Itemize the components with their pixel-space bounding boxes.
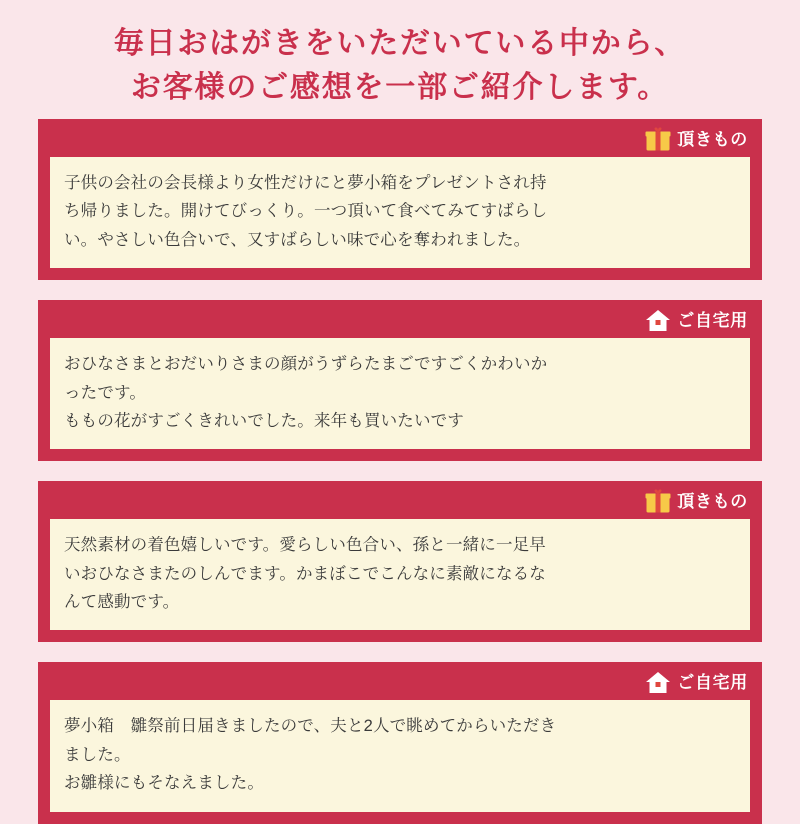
status-badge — [645, 488, 748, 514]
status-badge — [645, 307, 748, 333]
status-badge-label: 頂きもの — [677, 491, 748, 511]
page-title — [0, 0, 800, 119]
testimonial-card-header — [50, 670, 750, 700]
testimonial-text — [50, 157, 750, 268]
page-title-line-1: 毎日おはがきをいただいている中から、 — [113, 27, 687, 60]
testimonial-card — [38, 119, 762, 280]
testimonial-line: 夢小箱 雛祭前日届きましたので、夫と2人で眺めてからいただき — [64, 717, 557, 736]
testimonial-card-header — [50, 308, 750, 338]
testimonial-list — [0, 119, 800, 824]
status-badge — [645, 669, 748, 695]
testimonial-line: 子供の会社の会長様より女性だけにと夢小箱をプレゼントされ持 — [64, 174, 547, 192]
testimonial-line: おひなさまとおだいりさまの顔がうずらたまごですごくかわいか — [64, 355, 548, 374]
testimonial-line: ももの花がすごくきれいでした。来年も買いたいです — [64, 411, 464, 430]
gift-icon — [645, 126, 671, 152]
testimonial-line: んて感動です。 — [64, 593, 180, 611]
status-badge — [645, 126, 748, 152]
testimonial-line: いおひなさまたのしんでます。かまぼこでこんなに素敵になるな — [64, 564, 546, 583]
testimonial-line: 天然素材の着色嬉しいです。愛らしい色合い、孫と一緒に一足早 — [64, 536, 546, 555]
status-badge-label: ご自宅用 — [677, 672, 748, 692]
testimonial-line: い。やさしい色合いで、又すばらしい味で心を奪われました。 — [64, 230, 531, 249]
page-title-line-2: お客様のご感想を一部ご紹介します。 — [130, 70, 670, 104]
testimonial-text — [50, 338, 750, 449]
testimonial-card — [38, 662, 762, 823]
testimonial-card-header — [50, 127, 750, 157]
testimonial-card-header — [50, 489, 750, 519]
house-icon — [645, 307, 671, 333]
house-icon — [645, 669, 671, 695]
testimonial-card — [38, 300, 762, 461]
testimonial-line: ったです。 — [64, 383, 147, 402]
status-badge-label: 頂きもの — [677, 129, 748, 149]
testimonial-text — [50, 700, 750, 811]
status-badge-label: ご自宅用 — [677, 310, 748, 330]
testimonial-line: お雛様にもそなえました。 — [64, 774, 264, 793]
testimonial-text — [50, 519, 750, 630]
testimonial-line: ち帰りました。開けてびっくり。一つ頂いて食べてみてすばらし — [64, 202, 548, 221]
testimonial-card — [38, 481, 762, 642]
testimonial-line: ました。 — [64, 745, 131, 764]
gift-icon — [645, 488, 671, 514]
